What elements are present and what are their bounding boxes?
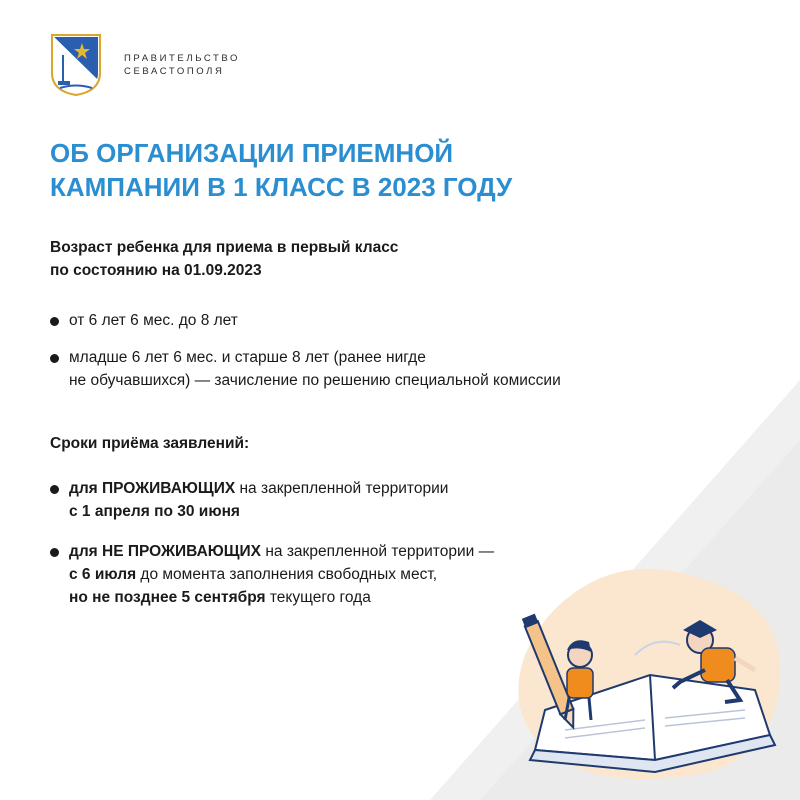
deadline-item-2 xyxy=(50,540,494,609)
nonresidents-territory-text: на закрепленной территории — xyxy=(261,543,495,560)
deadline-heading-text: Сроки приёма заявлений: xyxy=(50,435,250,452)
residents-territory-text: на закрепленной территории xyxy=(235,480,449,497)
government-logo xyxy=(50,33,240,97)
age-item-2-line-2: не обучавшихся) — зачисление по решению специальной комиссии xyxy=(69,372,561,389)
org-line-2: СЕВАСТОПОЛЯ xyxy=(124,66,225,77)
bullet-dot-icon xyxy=(50,548,59,557)
age-heading-line-1: Возраст ребенка для приема в первый класс xyxy=(50,239,399,256)
deadline-item-1-line-2 xyxy=(69,500,448,523)
bullet-dot-icon xyxy=(50,485,59,494)
deadline-item-1-line-1 xyxy=(69,477,448,500)
bullet-dot-icon xyxy=(50,354,59,363)
age-item-1-text: от 6 лет 6 мес. до 8 лет xyxy=(69,312,238,329)
bullet-dot-icon xyxy=(50,317,59,326)
org-line-1: ПРАВИТЕЛЬСТВО xyxy=(124,53,240,64)
page-title xyxy=(50,136,512,204)
residents-period: с 1 апреля по 30 июня xyxy=(69,503,240,520)
title-line-1: ОБ ОРГАНИЗАЦИИ ПРИЕМНОЙ xyxy=(50,138,454,168)
deadline-item-2-line-3 xyxy=(69,586,494,609)
nonresidents-until-text: до момента заполнения свободных мест, xyxy=(136,566,438,583)
deadline-item-2-line-2 xyxy=(69,563,494,586)
deadline-item-1 xyxy=(50,477,448,523)
children-on-book-illustration xyxy=(505,560,795,790)
nonresidents-label: для НЕ ПРОЖИВАЮЩИХ xyxy=(69,543,262,560)
age-heading-line-2: по состоянию на 01.09.2023 xyxy=(50,262,262,279)
age-heading xyxy=(50,236,398,282)
title-line-2: КАМПАНИИ В 1 КЛАСС В 2023 ГОДУ xyxy=(50,172,513,202)
residents-label: для ПРОЖИВАЮЩИХ xyxy=(69,480,236,497)
nonresidents-year-text: текущего года xyxy=(265,589,371,606)
organization-name xyxy=(124,52,240,78)
coat-of-arms-icon xyxy=(50,33,102,97)
deadline-heading xyxy=(50,432,249,455)
age-item-2 xyxy=(50,346,561,392)
age-item-1 xyxy=(50,309,238,332)
deadline-item-2-line-1 xyxy=(69,540,494,563)
age-item-2-line-1: младше 6 лет 6 мес. и старше 8 лет (ранее нигде xyxy=(69,349,426,366)
nonresidents-end-date: но не позднее 5 сентября xyxy=(69,589,266,606)
nonresidents-start-date: с 6 июля xyxy=(69,566,137,583)
